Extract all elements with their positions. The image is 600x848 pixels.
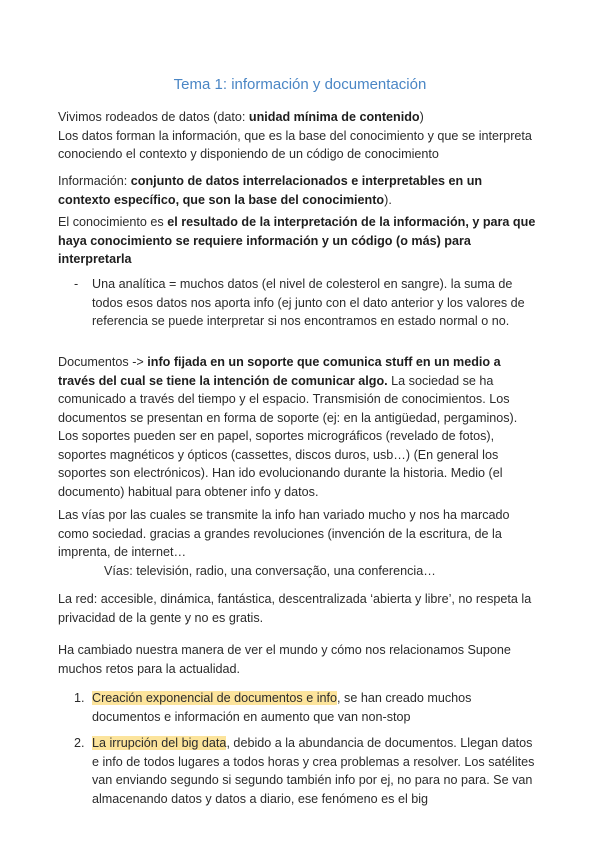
paragraph-informacion	[58, 172, 538, 209]
list-item	[74, 734, 538, 808]
list-text	[92, 689, 538, 726]
paragraph-line	[58, 213, 538, 269]
paragraph-line: Los datos forman la información, que es la base del conocimiento y que se interpreta conociendo el contexto y disponiendo de un código de conocimiento	[58, 128, 532, 161]
text-span: La sociedad se ha comunicado a través del tiempo y el espacio. Transmisión de conocimientos. Los documentos se presentan en forma de soporte (ej: en la antigüedad, pergaminos). Los soportes pueden ser en papel, soportes micrográficos (revelado de fotos), soportes magnéticos y ópticos (cassettes, discos duros, usb…) (En general los soportes son electrónicos). Han ido evolucionando durante la historia. Medio (el documento) habitual para obtener info y datos.	[58, 373, 518, 499]
paragraph-cambio	[58, 641, 538, 678]
text-span: ).	[384, 192, 392, 207]
highlighted-text: La irrupción del big data	[92, 736, 227, 750]
paragraph-line: Ha cambiado nuestra manera de ver el mundo y cómo nos relacionamos Supone muchos retos para la actualidad.	[58, 643, 511, 676]
paragraph-line: La red: accesible, dinámica, fantástica, descentralizada ‘abierta y libre’, no respeta la privacidad de la gente y no es gratis.	[58, 592, 532, 625]
paragraph-datos	[58, 108, 538, 164]
paragraph-vias	[58, 506, 538, 580]
document-title: Tema 1: información y documentación	[173, 76, 427, 93]
text-span: Información:	[58, 174, 131, 188]
bullet-item-analitica	[74, 275, 538, 331]
list-number: 2.	[74, 736, 85, 750]
bold-term: unidad mínima de contenido	[248, 110, 420, 124]
paragraph-documentos	[58, 353, 538, 501]
paragraph-conocimiento	[58, 213, 538, 269]
highlighted-text: Creación exponencial de documentos e info	[92, 691, 338, 705]
bold-definition: conjunto de datos interrelacionados e interpretables en un contexto específico, que son la base del conocimiento	[58, 174, 483, 207]
text-span: , debido a la abundancia de documentos. Llegan datos e info de todos lugares a todos horas y crea problemas a resolver. Los satélites van enviando segundo si segundo también info por ej, no para no para. Se van almacenando datos y datos a diario, ese fenómeno es el big	[92, 736, 535, 806]
list-number: 1.	[74, 691, 85, 705]
bullet-text: Una analítica = muchos datos (el nivel de colesterol en sangre). la suma de todos esos datos nos aporta info (ej junto con el dato anterior y los valores de referencia se puede interpretar si nos encontramos en estado normal o no.	[92, 277, 525, 328]
list-item	[74, 689, 538, 726]
bold-definition: info fijada en un soporte que comunica stuff en un medio a través del cual se tiene la intención de comunicar algo.	[58, 355, 501, 388]
bold-definition: el resultado de la interpretación de la información, y para que haya conocimiento se requiere información y un código (o más) para interpretarla	[58, 215, 536, 266]
paragraph-line	[58, 172, 538, 209]
paragraph-red	[58, 590, 538, 627]
bullet-dash: -	[74, 277, 79, 291]
indented-line: Vías: televisión, radio, una conversação, una conferencia…	[104, 563, 436, 578]
text-span: El conocimiento es	[58, 215, 168, 229]
text-span: )	[419, 110, 424, 124]
paragraph-line: Las vías por las cuales se transmite la info han variado mucho y nos ha marcado como sociedad. gracias a grandes revoluciones (invención de la escritura, de la imprenta, de internet…	[58, 508, 510, 559]
paragraph-line	[58, 353, 538, 501]
list-text	[92, 734, 538, 808]
text-span: Vivimos rodeados de datos (dato:	[58, 110, 249, 124]
text-span: , se han creado muchos documentos e información en aumento que van non-stop	[92, 691, 472, 724]
paragraph-line	[58, 108, 538, 127]
text-span: Documentos ->	[58, 355, 148, 369]
